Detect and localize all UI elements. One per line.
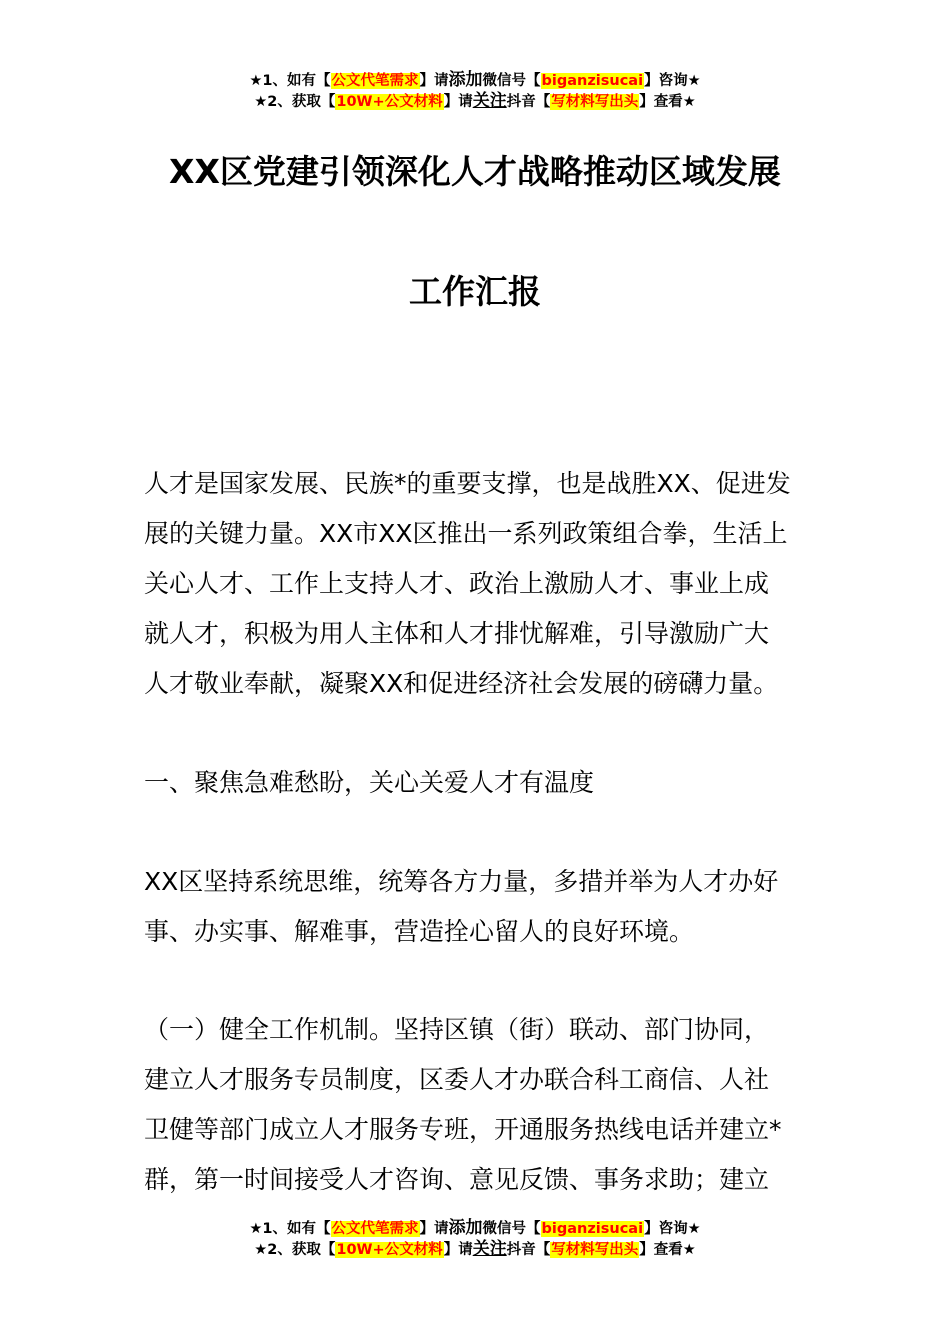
notice-text: ★2、获取【 [254, 1242, 336, 1258]
text-line: 卫健等部门成立人才服务专班，开通服务热线电话并建立* [144, 1115, 782, 1144]
notice-highlight: biganzisucai [541, 1221, 644, 1237]
notice-highlight: biganzisucai [541, 73, 644, 89]
text-line: XX区坚持系统思维，统筹各方力量，多措并举为人才办好 [144, 867, 779, 896]
notice-highlight: 写材料写出头 [551, 1242, 639, 1258]
notice-emphasis: 添加 [448, 70, 483, 90]
notice-text: ★1、如有【 [249, 1221, 331, 1237]
notice-highlight: 10W+公文材料 [336, 1242, 443, 1258]
notice-text: 】请 [419, 1221, 449, 1237]
notice-text: 抖音【 [506, 94, 551, 110]
notice-highlight: 公文代笔需求 [331, 73, 419, 89]
notice-highlight: 10W+公文材料 [336, 94, 443, 110]
notice-text: 抖音【 [506, 1242, 551, 1258]
notice-highlight: 写材料写出头 [551, 94, 639, 110]
text-line: 关心人才、工作上支持人才、政治上激励人才、事业上成 [144, 569, 770, 598]
text-line: 就人才，积极为用人主体和人才排忧解难，引导激励广大 [144, 619, 770, 648]
notice-text: 微信号【 [482, 1221, 541, 1237]
notice-emphasis: 添加 [448, 1218, 483, 1238]
text-line: 展的关键力量。XX市XX区推出一系列政策组合拳，生活上 [144, 519, 788, 548]
text-line: 人才敬业奉献，凝聚XX和促进经济社会发展的磅礴力量。 [144, 669, 779, 698]
notice-text: 】查看★ [639, 1242, 696, 1258]
notice-text: 微信号【 [482, 73, 541, 89]
notice-text: 】请 [419, 73, 449, 89]
notice-line-2 [0, 91, 950, 112]
notice-text: 】查看★ [639, 94, 696, 110]
notice-text: 】请 [443, 94, 473, 110]
header-notice [0, 70, 950, 112]
text-line: 群，第一时间接受人才咨询、意见反馈、事务求助；建立 [144, 1165, 770, 1194]
notice-text: 】请 [443, 1242, 473, 1258]
notice-text: ★1、如有【 [249, 73, 331, 89]
text-line: 建立人才服务专员制度，区委人才办联合科工商信、人社 [144, 1065, 770, 1094]
paragraph-mechanism [144, 1005, 808, 1205]
paragraph-intro [144, 459, 808, 709]
text-line: 事、办实事、解难事，营造拴心留人的良好环境。 [144, 917, 695, 946]
heading-text: 一、聚焦急难愁盼，关心关爱人才有温度 [144, 768, 595, 797]
footer-notice [0, 1218, 950, 1260]
notice-text: 】咨询★ [644, 73, 701, 89]
text-line: （一）健全工作机制。坚持区镇（街）联动、部门协同， [144, 1015, 770, 1044]
document-title: XX区党建引领深化人才战略推动区域发展 [169, 152, 781, 191]
document-title-line-2: 工作汇报 [409, 272, 541, 311]
notice-emphasis: 关注 [472, 91, 507, 111]
notice-line-2 [0, 1239, 950, 1260]
notice-line-1 [0, 70, 950, 91]
paragraph-section-intro [144, 857, 808, 957]
text-line: 人才是国家发展、民族*的重要支撑，也是战胜XX、促进发 [144, 469, 791, 498]
notice-highlight: 公文代笔需求 [331, 1221, 419, 1237]
notice-text: ★2、获取【 [254, 94, 336, 110]
notice-line-1 [0, 1218, 950, 1239]
notice-text: 】咨询★ [644, 1221, 701, 1237]
notice-emphasis: 关注 [472, 1239, 507, 1259]
section-heading [144, 758, 808, 808]
